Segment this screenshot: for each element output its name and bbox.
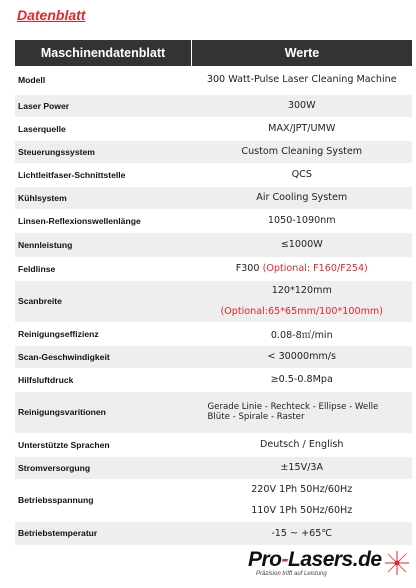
row-value: MAX/JPT/UMW (192, 117, 413, 140)
row-key: Lichtleitfaser-Schnittstelle (15, 163, 192, 186)
brand-logo (248, 548, 412, 584)
row-key: Scanbreite (15, 280, 192, 322)
row-key: Kühlsystem (15, 186, 192, 209)
laser-beam-icon (384, 550, 410, 576)
row-key: Scan-Geschwindigkeit (15, 345, 192, 368)
column-header-value: Werte (192, 40, 413, 66)
table-header-row (15, 40, 412, 66)
row-value: 300 Watt-Pulse Laser Cleaning Machine (192, 66, 413, 94)
table-row (15, 94, 412, 117)
logo-part-1: Pro (248, 548, 282, 571)
row-value: ≥0.5-0.8Mpa (192, 368, 413, 391)
row-value: QCS (192, 163, 413, 186)
table-row (15, 66, 412, 94)
table-row (15, 479, 412, 521)
row-key: Reinigungseffizienz (15, 322, 192, 345)
brand-logo-text (248, 548, 382, 572)
row-value-main: F300 (235, 263, 263, 274)
page-title: Datenblatt (17, 7, 86, 23)
table-row (15, 521, 412, 545)
row-value: 300W (192, 94, 413, 117)
row-key: Feldlinse (15, 257, 192, 280)
row-value (192, 479, 413, 521)
row-value-optional: (Optional: F160/F254) (262, 263, 368, 274)
row-key: Betriebstemperatur (15, 521, 192, 545)
row-value: Deutsch / English (192, 433, 413, 456)
row-key: Laser Power (15, 94, 192, 117)
table-row (15, 433, 412, 456)
row-value-line-1: Gerade Linie - Rechteck - Ellipse - Welle (207, 402, 379, 412)
table-row (15, 368, 412, 391)
row-value (192, 280, 413, 322)
row-value: < 30000mm/s (192, 345, 413, 368)
row-value: -15 ~ +65℃ (192, 521, 413, 545)
table-row (15, 117, 412, 140)
spec-table (15, 40, 412, 546)
row-key: Laserquelle (15, 117, 192, 140)
logo-dash: - (281, 548, 289, 571)
row-value-main: 120*120mm (271, 285, 332, 296)
table-row (15, 391, 412, 433)
row-value: 0.08-8㎡/min (192, 322, 413, 345)
row-value: Air Cooling System (192, 186, 413, 209)
row-key: Steuerungssystem (15, 140, 192, 163)
row-value: ±15V/3A (192, 456, 413, 479)
table-row (15, 257, 412, 280)
row-key: Reinigungsvaritionen (15, 391, 192, 433)
logo-part-2: Lasers.de (288, 548, 382, 571)
row-value-line-1: 220V 1Ph 50Hz/60Hz (251, 484, 353, 495)
table-row (15, 186, 412, 209)
table-row (15, 456, 412, 479)
table-row (15, 232, 412, 257)
row-value (192, 391, 413, 433)
row-value: ≤1000W (192, 232, 413, 257)
brand-tagline: Präzision trifft auf Leistung (256, 571, 327, 577)
table-row (15, 345, 412, 368)
column-header-key: Maschinendatenblatt (15, 40, 192, 66)
row-key: Modell (15, 66, 192, 94)
table-row (15, 140, 412, 163)
table-row (15, 322, 412, 345)
row-value: 1050-1090nm (192, 209, 413, 232)
row-key: Stromversorgung (15, 456, 192, 479)
row-value: Custom Cleaning System (192, 140, 413, 163)
table-row (15, 280, 412, 322)
row-value-optional: (Optional:65*65mm/100*100mm) (220, 306, 384, 317)
row-value-line-2: 110V 1Ph 50Hz/60Hz (251, 505, 353, 516)
row-key: Betriebsspannung (15, 479, 192, 521)
row-key: Nennleistung (15, 232, 192, 257)
table-row (15, 163, 412, 186)
row-key: Linsen-Reflexionswellenlänge (15, 209, 192, 232)
row-key: Unterstützte Sprachen (15, 433, 192, 456)
table-row (15, 209, 412, 232)
row-value (192, 257, 413, 280)
row-key: Hilfsluftdruck (15, 368, 192, 391)
row-value-line-2: Blüte - Spirale - Raster (207, 412, 305, 422)
